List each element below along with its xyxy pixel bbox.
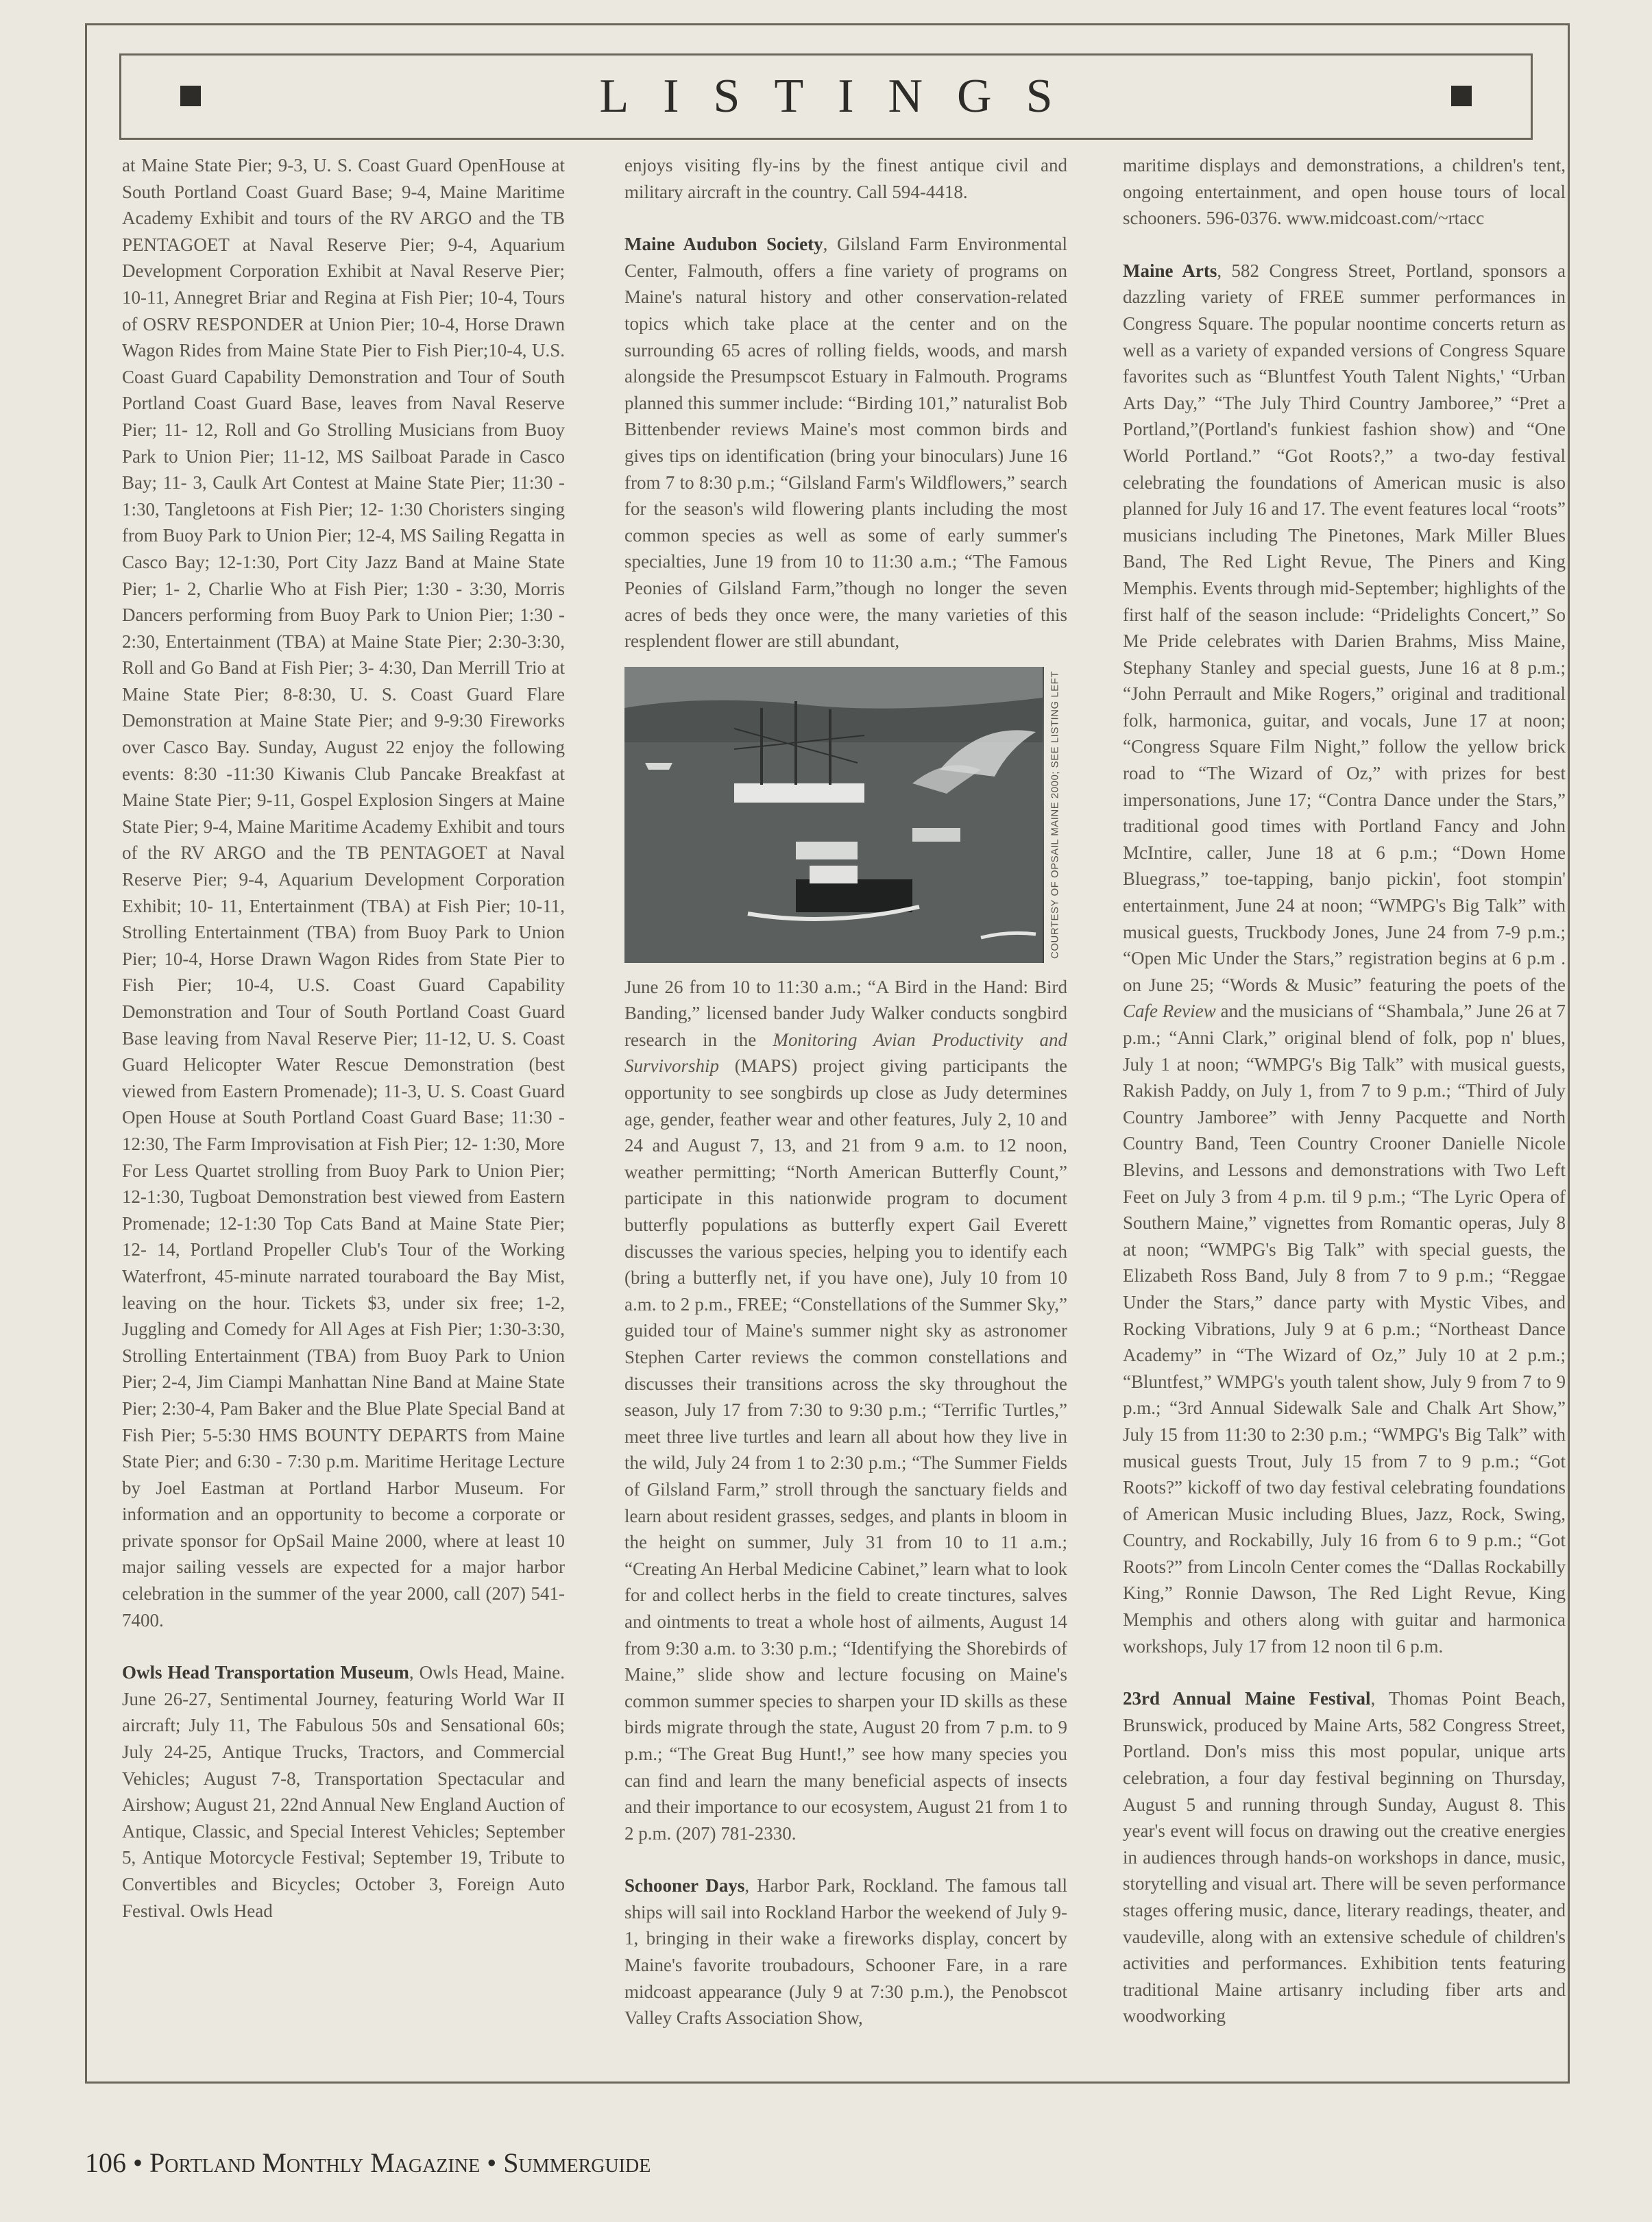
listing-paragraph	[1123, 258, 1566, 1659]
header-bullet-right	[1451, 86, 1472, 106]
listing-text: enjoys visiting fly-ins by the finest antique civil and military aircraft in the country. Call 594-4418.	[624, 155, 1067, 202]
listing-title: Schooner Days	[624, 1875, 745, 1896]
listing-paragraph	[1123, 1685, 1566, 2029]
listing-paragraph	[624, 231, 1067, 655]
listing-paragraph	[624, 152, 1067, 205]
tall-ships-photo	[624, 667, 1067, 963]
listing-title: Maine Audubon Society	[624, 234, 823, 255]
listing-text: June 26 from 10 to 11:30 a.m.; “A Bird in the Hand: Bird Banding,” licensed bander Judy Walker conducts songbird research in the	[624, 976, 1067, 1050]
column-3	[1123, 152, 1566, 2055]
listing-paragraph	[1123, 152, 1566, 232]
photo-credit-text: COURTESY OF OPSAIL MAINE 2000; SEE LISTING LEFT	[1049, 670, 1061, 959]
listing-paragraph	[624, 1872, 1067, 2031]
listing-title: 23rd Annual Maine Festival	[1123, 1688, 1371, 1709]
page-number: 106	[85, 2147, 126, 2178]
listing-text: maritime displays and demonstrations, a children's tent, ongoing entertainment, and open house tours of local schooners. 596-0376. www.midcoast.com/~rtacc	[1123, 155, 1566, 229]
listings-header	[119, 53, 1533, 140]
listing-text: at Maine State Pier; 9-3, U. S. Coast Guard OpenHouse at South Portland Coast Guard Base; 9-4, Maine Maritime Academy Exhibit and tours of the RV ARGO and the TB PENTAGOET at Naval Reserve Pier; 9-4, Aquarium Development Corporation Exhibit at Naval Reserve Pier; 10-11, Annegret Briar and Regina at Fish Pier; 10-4, Tours of OSRV RESPONDER at Union Pier; 10-4, Horse Drawn Wagon Rides from Maine State Pier to Fish Pier;10-4, U.S. Coast Guard Capability Demonstration and Tour of South Portland Coast Guard Base, leaves from Naval Reserve Pier; 11- 12, Roll and Go Strolling Musicians from Buoy Park to Union Pier; 11-12, MS Sailboat Parade in Casco Bay; 11- 3, Caulk Art Contest at Maine State Pier; 11:30 - 1:30, Tangletoons at Fish Pier; 12- 1:30 Choristers singing from Buoy Park to Union Pier; 12-4, MS Sailing Regatta in Casco Bay; 12-1:30, Port City Jazz Band at Maine State Pier; 1- 2, Charlie Who at Fish Pier; 1:30 - 3:30, Morris Dancers performing from Buoy Park to Union Pier; 1:30 - 2:30, Entertainment (TBA) at Maine State Pier; 2:30-3:30, Roll and Go Band at Fish Pier; 3- 4:30, Dan Merrill Trio at Maine State Pier; 8-8:30, U. S. Coast Guard Flare Demonstration at Maine State Pier; and 9-9:30 Fireworks over Casco Bay. Sunday, August 22 enjoy the following events: 8:30 -11:30 Kiwanis Club Pancake Breakfast at Maine State Pier; 9-11, Gospel Explosion Singers at Maine State Pier; 9-4, Maine Maritime Academy Exhibit and tours of the RV ARGO and the TB PENTAGOET at Naval Reserve Pier; 9-4, Aquarium Development Corporation Exhibit; 10- 11, Entertainment (TBA) at Fish Pier; 10-11, Strolling Entertainment (TBA) from Buoy Park to Union Pier; 10-4, Horse Drawn Wagon Rides from State Pier to Fish Pier; 10-4, U.S. Coast Guard Capability Demonstration and Tour of South Portland Coast Guard Base leaving from Naval Reserve Pier; 11-12, U. S. Coast Guard Helicopter Water Rescue Demonstration (best viewed from Eastern Promenade); 11-3, U. S. Coast Guard Open House at South Portland Coast Guard Base; 11:30 - 12:30, The Farm Improvisation at Fish Pier; 12- 1:30, More For Less Quartet strolling from Buoy Park to Union Pier; 12-1:30, Tugboat Demonstration best viewed from Eastern Promenade; 12-1:30 Top Cats Band at Maine State Pier; 12- 14, Portland Propeller Club's Tour of the Working Waterfront, 45-minute narrated touraboard the Bay Mist, leaving on the hour. Tickets $3, under six free; 1-2, Juggling and Comedy for All Ages at Fish Pier; 1:30-3:30, Strolling Entertainment (TBA) from Buoy Park to Union Pier; 2-4, Jim Ciampi Manhattan Nine Band at Maine State Pier; 2:30-4, Pam Baker and the Blue Plate Special Band at Fish Pier; 5-5:30 HMS BOUNTY DEPARTS from Maine State Pier; and 6:30 - 7:30 p.m. Maritime Heritage Lecture by Joel Eastman at Portland Harbor Museum. For information and an opportunity to become a corporate or private sponsor for OpSail Maine 2000, where at least 10 major sailing vessels are expected for a major harbor celebration in the summer of the year 2000, call (207) 541-7400.	[122, 155, 565, 1631]
footer-bullet: •	[487, 2147, 497, 2178]
page-title: LISTINGS	[599, 70, 1087, 123]
listing-title: Owls Head Transportation Museum	[122, 1662, 409, 1683]
photo-credit	[1044, 667, 1067, 963]
listing-paragraph	[122, 1659, 565, 1924]
program-name-italic: Monitoring Avian Productivity and Survivorship	[624, 1029, 1067, 1077]
listing-title: Maine Arts	[1123, 260, 1217, 281]
section-name: Summerguide	[503, 2147, 651, 2178]
page-footer	[85, 2147, 651, 2179]
column-2	[624, 152, 1067, 2058]
listing-text: , Owls Head, Maine. June 26-27, Sentimental Journey, featuring World War II aircraft; July 11, The Fabulous 50s and Sensational 60s; July 24-25, Antique Trucks, Tractors, and Commercial Vehicles; August 7-8, Transportation Spectacular and Airshow; August 21, 22nd Annual New England Auction of Antique, Classic, and Special Interest Vehicles; September 5, Antique Motorcycle Festival; September 19, Tribute to Convertibles and Bicycles; October 3, Foreign Auto Festival. Owls Head	[122, 1662, 565, 1921]
harbor-ships-image	[624, 667, 1043, 963]
listing-text: , Thomas Point Beach, Brunswick, produced by Maine Arts, 582 Congress Street, Portland. Don's miss this most popular, unique arts celebration, a four day festival beginning on Thursday, August 5 and running through Sunday, August 8. This year's event will focus on drawing out the creative energies in audiences through hands-on workshops in dance, music, storytelling and visual art. There will be seven performance stages offering music, dance, literary readings, theater, and vaudeville, along with an extensive schedule of children's activities and performances. Exhibition tents featuring traditional Maine artisanry including fiber arts and woodworking	[1123, 1688, 1566, 2027]
publication-name-italic: Cafe Review	[1123, 1001, 1216, 1022]
footer-bullet: •	[133, 2147, 143, 2178]
magazine-name: Portland Monthly Magazine	[149, 2147, 481, 2178]
listing-text: and the musicians of “Shambala,” June 26 at 7 p.m.; “Anni Clark,” original blend of folk, pop n' blues, July 1 at noon; “WMPG's Big Talk” with musical guests, Rakish Paddy, on July 1, from 7 to 9 p.m.; “Third of July Country Jamboree” with Jenny Pacquette and North Country Band, Teen Country Crooner Danielle Nicole Blevins, and Lessons and demonstrations with Two Left Feet on July 3 from 4 p.m. til 9 p.m.; “The Lyric Opera of Southern Maine,” vignettes from Romantic operas, July 8 at noon; “WMPG's Big Talk” with special guests, the Elizabeth Ross Band, July 8 from 7 to 9 p.m.; “Reggae Under the Stars,” dance party with Mystic Vibes, and Rocking Vibrations, July 9 at 6 p.m.; “Northeast Dance Academy” in “The Wizard of Oz,” July 10 at 2 p.m.; “Bluntfest,” WMPG's youth talent show, July 9 from 7 to 9 p.m.; “3rd Annual Sidewalk Sale and Chalk Art Show,” July 15 from 11:30 to 2:30 p.m.; “WMPG's Big Talk” with musical guests Trout, July 15 from 7 to 9 p.m.; “Got Roots?” kickoff of two day festival celebrating foundations of American Music including Blues, Jazz, Rock, Swing, Country, and Rockabilly, July 16 from 6 to 9 p.m.; “Got Roots?” from Lincoln Center comes the “Dallas Rockabilly King,” Ronnie Dawson, The Red Light Revue, King Memphis and others along with guitar and harmonica workshops, July 17 from 12 noon til 6 p.m.	[1123, 1001, 1566, 1657]
listing-text: , Harbor Park, Rockland. The famous tall ships will sail into Rockland Harbor the weekend of July 9-1, bringing in their wake a fireworks display, concert by Maine's favorite troubadours, Schooner Fare, in a rare midcoast appearance (July 9 at 7:30 p.m.), the Penobscot Valley Crafts Association Show,	[624, 1875, 1067, 2029]
listing-paragraph	[624, 974, 1067, 1847]
listing-text: (MAPS) project giving participants the opportunity to see songbirds up close as Judy determines age, gender, feather wear and other features, July 2, 10 and 24 and August 7, 13, and 21 from 9 a.m. to 12 noon, weather permitting; “North American Butterfly Count,” participate in this nationwide program to document butterfly populations as butterfly expert Gail Everett discusses the various species, helping you to identify each (bring a butterfly net, if you have one), July 10 from 10 a.m. to 2 p.m., FREE; “Constellations of the Summer Sky,” guided tour of Maine's summer night sky as astronomer Stephen Carter reviews the common constellations and discusses their transitions across the sky throughout the season, July 17 from 7:30 to 9:30 p.m.; “Terrific Turtles,” meet three live turtles and learn all about how they live in the wild, July 24 from 1 to 2:30 p.m.; “The Summer Fields of Gilsland Farm,” stroll through the sanctuary fields and learn about resident grasses, sedges, and plants in bloom in the height on summer, July 31 from 10 to 11 a.m.; “Creating An Herbal Medicine Cabinet,” learn what to look for and collect herbs in the field to create tinctures, salves and ointments to treat a whole host of ailments, August 14 from 9:30 a.m. to 3:30 p.m.; “Identifying the Shorebirds of Maine,” slide show and lecture focusing on Maine's common summer species to sharpen your ID skills as these birds migrate through the state, August 20 from 7 p.m. to 9 p.m.; “The Great Bug Hunt!,” see how many species you can find and learn the many beneficial aspects of insects and their importance to our ecosystem, August 21 from 1 to 2 p.m. (207) 781-2330.	[624, 1055, 1067, 1844]
listing-text: , Gilsland Farm Environmental Center, Falmouth, offers a fine variety of programs on Maine's natural history and other conservation-related topics which take place at the center and on the surrounding 65 acres of rolling fields, woods, and marsh alongside the Presumpscot Estuary in Falmouth. Programs planned this summer include: “Birding 101,” naturalist Bob Bittenbender reviews Maine's most common birds and gives tips on identification (bring your binoculars) June 16 from 7 to 8:30 p.m.; “Gilsland Farm's Wildflowers,” search for the season's wild flowering plants including the most common species as well as some of early summer's specialties, June 19 from 10 to 11:30 a.m.; “The Famous Peonies of Gilsland Farm,”though no longer the seven acres of beds they once were, the many varieties of this resplendent flower are still abundant,	[624, 234, 1067, 652]
listing-text: , 582 Congress Street, Portland, sponsors a dazzling variety of FREE summer performances in Congress Square. The popular noontime concerts return as well as a variety of expanded versions of Congress Square favorites such as “Bluntfest Youth Talent Nights,' “Urban Arts Day,” “The July Third Country Jamboree,” “Pret a Portland,”(Portland's funkiest fashion show) and “One World Portland.” “Got Roots?,” a two-day festival celebrating the foundations of American music is also planned for July 16 and 17. The event features local “roots” musicians including The Pinetones, Mark Miller Blues Band, The Red Light Revue, The Piners and King Memphis. Events through mid-September; highlights of the first half of the season include: “Pridelights Concert,” So Me Pride celebrates with Darien Brahms, Miss Maine, Stephany Stanley and special guests, June 16 at 8 p.m.; “John Perrault and Mike Rogers,” original and traditional folk, harmonica, guitar, and vocals, June 17 at noon; “Congress Square Film Night,” follow the yellow brick road to “The Wizard of Oz,” with prizes for best impersonations, June 17; “Contra Dance under the Stars,” traditional good times with Portland Fancy and John McIntire, caller, June 18 at 6 p.m.; “Down Home Bluegrass,” toe-tapping, banjo pickin', foot stompin' entertainment, June 24 at noon; “WMPG's Big Talk” with musical guests, Truckbody Jones, June 24 from 7-9 p.m.; “Open Mic Under the Stars,” registration begins at 6 p.m . on June 25; “Words & Music” featuring the poets of the	[1123, 260, 1566, 995]
column-1	[122, 152, 565, 1950]
listing-paragraph	[122, 152, 565, 1633]
